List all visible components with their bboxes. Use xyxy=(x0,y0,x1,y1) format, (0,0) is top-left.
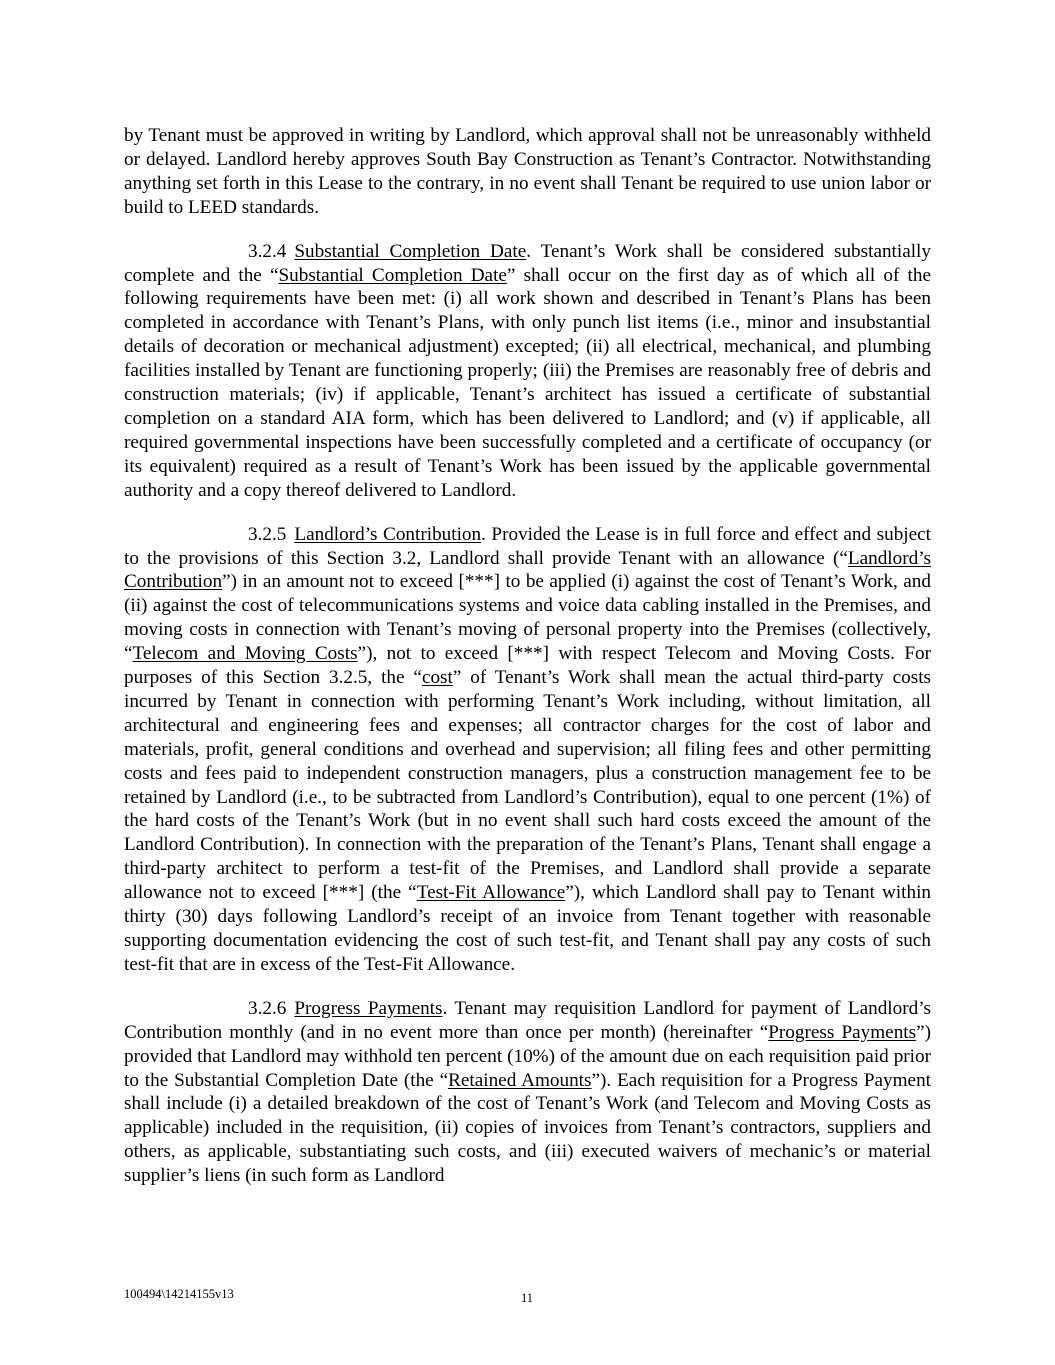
section-text: ” shall occur on the first day as of which all of the following requirements have been met: (i) all work shown and described in Tenant’s Plans has been completed in accordance with Tenant’s Plans, with only punch list items (i.e., minor and insubstantial details of decoration or mechanical adjustment) excepted; (ii) all electrical, mechanical, and plumbing facilities installed by Tenant are functioning properly; (iii) the Premises are reasonably free of debris and construction materials; (iv) if applicable, Tenant’s architect has issued a certificate of substantial completion on a standard AIA form, which has been delivered to Landlord; and (v) if applicable, all required governmental inspections have been successfully completed and a certificate of occupancy (or its equivalent) required as a result of Tenant’s Work has been issued by the applicable governmental authority and a copy thereof delivered to Landlord. xyxy=(124,264,931,501)
section-number: 3.2.4 xyxy=(248,240,287,262)
section-text: ”) in an amount not to exceed [***] to be applied (i) against the cost of Tenant’s Work, and (ii) against the cost of telecommunications systems and voice data cabling installed in the Premises, and moving costs in connection with Tenant’s moving of personal property into the Premises (collectively, “ xyxy=(124,571,931,665)
section-text: . Provided the Lease is in full force and effect and subject to the provisions of this Section 3.2, Landlord shall provide Tenant with an allowance (“ xyxy=(124,523,931,569)
section-number: 3.2.5 xyxy=(248,523,287,545)
paragraph-text: by Tenant must be approved in writing by Landlord, which approval shall not be unreasonably withheld or delayed. Landlord hereby approves South Bay Construction as Tenant’s Contractor. Notwithstanding anything set forth in this Lease to the contrary, in no event shall Tenant be required to use union labor or build to LEED standards. xyxy=(124,125,931,218)
section-text: . Tenant may requisition Landlord for payment of Landlord’s Contribution monthly (and in no event more than once per month) (hereinafter “ xyxy=(124,997,932,1043)
section-number: 3.2.6 xyxy=(248,997,287,1019)
defined-term: Progress Payments xyxy=(768,1021,917,1043)
section-text: ”). Each requisition for a Progress Payment shall include (i) a detailed breakdown of the cost of Tenant’s Work (and Telecom and Moving Costs as applicable) included in the requisition, (ii) copies of invoices from Tenant’s contractors, suppliers and others, as applicable, substantiating such costs, and (iii) executed waivers of mechanic’s or material supplier’s liens (in such form as Landlord xyxy=(124,1069,932,1187)
section-heading: Landlord’s Contribution xyxy=(294,523,482,545)
defined-term: Retained Amounts xyxy=(448,1069,592,1091)
defined-term: Test-Fit Allowance xyxy=(416,882,566,904)
section-text: ”) provided that Landlord may withhold ten percent (10%) of the amount due on each requisition paid prior to the Substantial Completion Date (the “ xyxy=(124,1021,931,1091)
defined-term: cost xyxy=(421,667,453,689)
document-body xyxy=(124,124,931,1208)
footer-document-id: 100494\14214155v13 xyxy=(124,1287,234,1301)
section-3-2-4 xyxy=(124,240,931,503)
section-heading: Progress Payments xyxy=(294,997,443,1019)
section-text: ”), which Landlord shall pay to Tenant within thirty (30) days following Landlord’s receipt of an invoice from Tenant together with reasonable supporting documentation evidencing the cost of such test-fit, and Tenant shall pay any costs of such test-fit that are in excess of the Test-Fit Allowance. xyxy=(124,882,931,975)
section-text: . Tenant’s Work shall be considered substantially complete and the “ xyxy=(124,240,931,286)
defined-term: Telecom and Moving Costs xyxy=(132,643,358,665)
defined-term: Landlord’s Contribution xyxy=(124,547,931,593)
section-3-2-6 xyxy=(124,997,931,1188)
section-text: ”), not to exceed [***] with respect Telecom and Moving Costs. For purposes of this Section 3.2.5, the “ xyxy=(124,643,931,689)
paragraph-continued xyxy=(124,124,931,220)
section-3-2-5 xyxy=(124,523,931,977)
defined-term: Substantial Completion Date xyxy=(278,264,507,286)
section-heading: Substantial Completion Date xyxy=(294,240,527,262)
section-text: ” of Tenant’s Work shall mean the actual third-party costs incurred by Tenant in connection with performing Tenant’s Work including, without limitation, all architectural and engineering fees and expenses; all contractor charges for the cost of labor and materials, profit, general conditions and overhead and supervision; all filing fees and other permitting costs and fees paid to independent construction managers, plus a construction management fee to be retained by Landlord (i.e., to be subtracted from Landlord’s Contribution), equal to one percent (1%) of the hard costs of the Tenant’s Work (but in no event shall such hard costs exceed the amount of the Landlord Contribution). In connection with the preparation of the Tenant’s Plans, Tenant shall engage a third-party architect to perform a test-fit of the Premises, and Landlord shall provide a separate allowance not to exceed [***] (the “ xyxy=(124,667,931,904)
footer-page-number: 11 xyxy=(521,1291,534,1305)
